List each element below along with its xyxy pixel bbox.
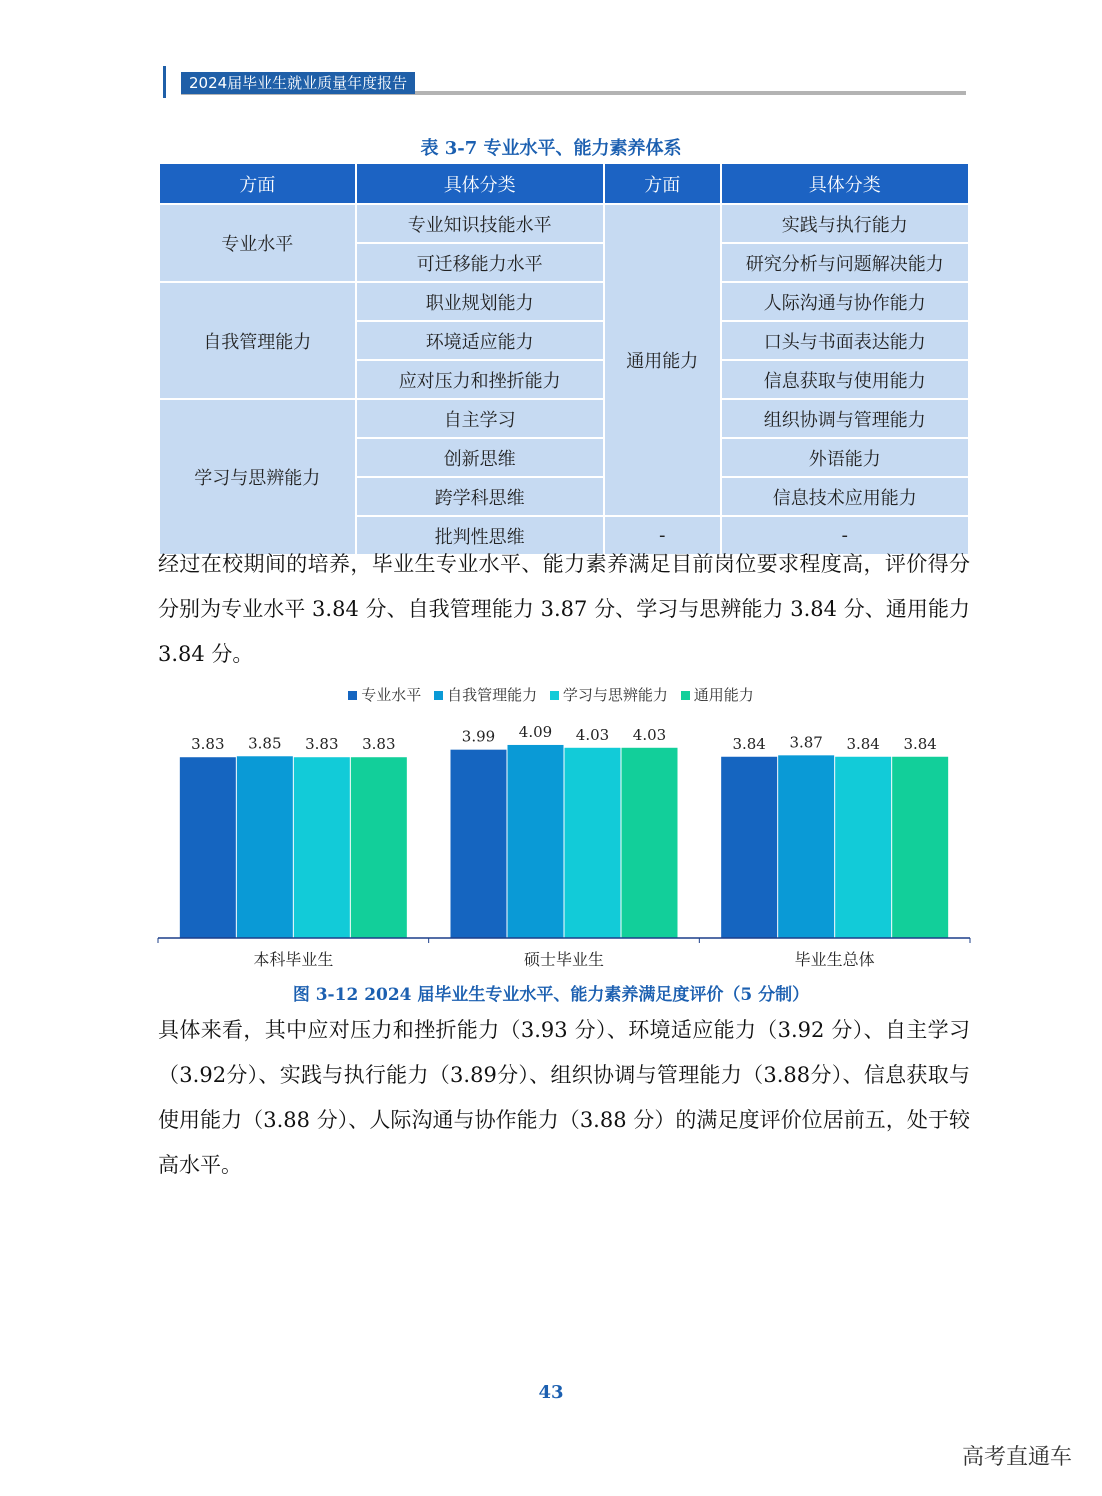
bar-3-2 bbox=[778, 755, 834, 938]
table-caption: 表 3-7 专业水平、能力素养体系 bbox=[420, 138, 682, 159]
category-label: 毕业生总体 bbox=[794, 950, 875, 969]
data-label: 3.83 bbox=[305, 735, 339, 754]
legend-item bbox=[681, 684, 754, 705]
header-accent-line bbox=[163, 66, 166, 98]
empty-cell: - bbox=[721, 516, 969, 555]
bar-3-4 bbox=[892, 757, 948, 938]
legend-label: 通用能力 bbox=[693, 686, 754, 704]
paragraph-summary: 经过在校期间的培养，毕业生专业水平、能力素养满足目前岗位要求程度高，评价得分分别为专业水平 3.84 分、自我管理能力 3.87 分、学习与思辨能力 3.84 分、通用能力 3.84 分。 bbox=[158, 552, 970, 666]
bar-3-1 bbox=[721, 757, 777, 938]
category-cell: 可迁移能力水平 bbox=[356, 243, 604, 282]
page-number: 43 bbox=[538, 1382, 564, 1403]
category-cell: 应对压力和挫折能力 bbox=[356, 360, 604, 399]
data-label: 4.09 bbox=[518, 722, 553, 741]
data-label: 3.84 bbox=[846, 734, 880, 753]
legend-swatch bbox=[434, 691, 443, 700]
category-label: 本科毕业生 bbox=[253, 950, 334, 969]
legend-label: 专业水平 bbox=[361, 686, 422, 704]
header-aspect-right: 方面 bbox=[604, 163, 721, 204]
data-label: 3.84 bbox=[903, 734, 937, 753]
bar-2-2 bbox=[508, 745, 564, 938]
bar-2-1 bbox=[451, 750, 507, 938]
aspect-cell: 自我管理能力 bbox=[159, 282, 356, 399]
data-label: 3.87 bbox=[789, 733, 823, 752]
category-cell: 环境适应能力 bbox=[356, 321, 604, 360]
aspect-cell-general: 通用能力 bbox=[604, 204, 721, 516]
skills-table bbox=[158, 162, 970, 556]
data-label: 4.03 bbox=[632, 725, 667, 744]
legend-swatch bbox=[681, 691, 690, 700]
figure-caption: 图 3-12 2024 届毕业生专业水平、能力素养满足度评价（5 分制） bbox=[292, 985, 810, 1005]
table-row bbox=[159, 399, 969, 438]
category-cell: 人际沟通与协作能力 bbox=[721, 282, 969, 321]
category-cell: 创新思维 bbox=[356, 438, 604, 477]
data-label: 3.85 bbox=[248, 734, 282, 753]
category-cell: 组织协调与管理能力 bbox=[721, 399, 969, 438]
table-row bbox=[159, 204, 969, 243]
category-cell: 信息获取与使用能力 bbox=[721, 360, 969, 399]
legend-label: 自我管理能力 bbox=[447, 686, 538, 704]
category-cell: 跨学科思维 bbox=[356, 477, 604, 516]
report-header-title: 2024届毕业生就业质量年度报告 bbox=[181, 72, 415, 94]
legend-swatch bbox=[348, 691, 357, 700]
legend-item bbox=[550, 684, 668, 705]
aspect-cell: 学习与思辨能力 bbox=[159, 399, 356, 555]
bar-3-3 bbox=[835, 757, 891, 938]
bar-1-3 bbox=[294, 757, 350, 938]
data-label: 3.99 bbox=[461, 727, 496, 746]
data-label: 4.03 bbox=[575, 725, 610, 744]
legend-item bbox=[348, 684, 421, 705]
chart-legend bbox=[0, 684, 1102, 705]
data-label: 3.83 bbox=[362, 735, 396, 754]
category-cell: 批判性思维 bbox=[356, 516, 604, 555]
empty-cell: - bbox=[604, 516, 721, 555]
watermark: 高考直通车 bbox=[961, 1445, 1072, 1470]
category-cell: 自主学习 bbox=[356, 399, 604, 438]
category-cell: 口头与书面表达能力 bbox=[721, 321, 969, 360]
bar-1-2 bbox=[237, 756, 293, 938]
paragraph-detail: 具体来看，其中应对压力和挫折能力（3.93 分）、环境适应能力（3.92 分）、自主学习（3.92分）、实践与执行能力（3.89分）、组织协调与管理能力（3.88分）、信息获取与使用能力（3.88 分）、人际沟通与协作能力（3.88 分）的满足度评价位居前五，处于较高水平。 bbox=[158, 1018, 970, 1177]
legend-swatch bbox=[550, 691, 559, 700]
aspect-cell: 专业水平 bbox=[159, 204, 356, 282]
header-category-right: 具体分类 bbox=[721, 163, 969, 204]
bar-2-3 bbox=[565, 748, 621, 938]
category-cell: 实践与执行能力 bbox=[721, 204, 969, 243]
table-row bbox=[159, 282, 969, 321]
data-label: 3.83 bbox=[191, 735, 225, 754]
bar-1-4 bbox=[351, 757, 407, 938]
bar-2-4 bbox=[622, 748, 678, 938]
category-cell: 研究分析与问题解决能力 bbox=[721, 243, 969, 282]
category-cell: 外语能力 bbox=[721, 438, 969, 477]
header-category-left: 具体分类 bbox=[356, 163, 604, 204]
category-cell: 专业知识技能水平 bbox=[356, 204, 604, 243]
legend-item bbox=[434, 684, 537, 705]
bar-1-1 bbox=[180, 757, 236, 938]
category-label: 硕士毕业生 bbox=[523, 950, 605, 969]
category-cell: 信息技术应用能力 bbox=[721, 477, 969, 516]
category-cell: 职业规划能力 bbox=[356, 282, 604, 321]
table-header-row bbox=[159, 163, 969, 204]
header-aspect-left: 方面 bbox=[159, 163, 356, 204]
legend-label: 学习与思辨能力 bbox=[562, 686, 668, 704]
data-label: 3.84 bbox=[732, 734, 766, 753]
bar-chart bbox=[150, 710, 980, 975]
